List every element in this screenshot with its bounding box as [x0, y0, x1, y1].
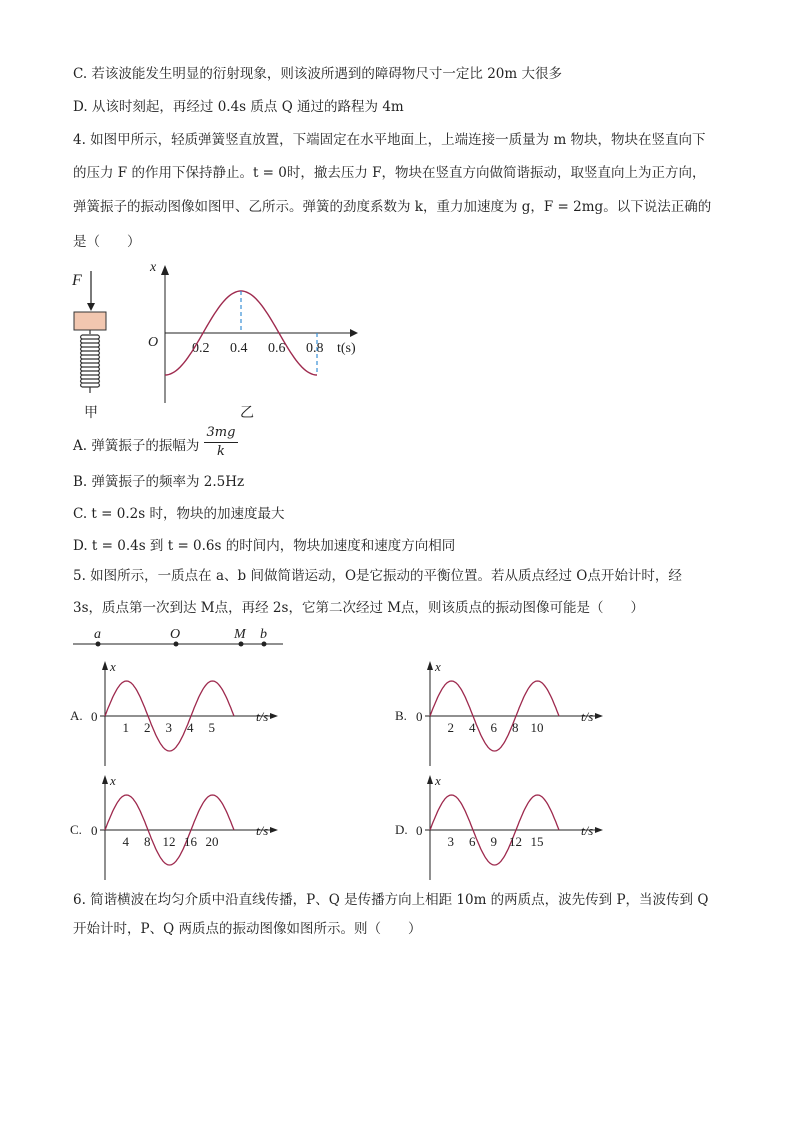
x-axis-arrow: [595, 827, 603, 833]
option-letter: C.: [70, 822, 82, 837]
tick-label: 0.2: [192, 341, 210, 356]
option-letter: A.: [70, 708, 83, 723]
graph-option-a: [70, 658, 310, 768]
q6-stem-line1: 6. 简谐横波在均匀介质中沿直线传播，P、Q 是传播方向上相距 10m 的两质点，波先传到 P，当波传到 Q: [73, 892, 709, 908]
tick-label: 2: [144, 720, 151, 735]
origin-label: 0: [91, 709, 98, 724]
q4-option-b: B. 弹簧振子的频率为 2.5Hz: [73, 474, 245, 490]
q6-stem-line2: 开始计时，P、Q 两质点的振动图像如图所示。则（ ）: [73, 921, 422, 937]
q4-stem-line2: 的压力 F 的作用下保持静止。t = 0时，撤去压力 F，物块在竖直方向做简谐振动，取竖直向上为正方向，: [73, 165, 706, 181]
q4-option-a: [73, 436, 199, 456]
graph-option-c: [70, 772, 310, 882]
tick-label: 4: [187, 720, 194, 735]
y-axis-arrow: [102, 661, 108, 670]
tick-label: 4: [469, 720, 476, 735]
figure-jia-label: 甲: [84, 406, 98, 421]
tick-label: 4: [122, 834, 129, 849]
graph-option-d: [395, 772, 635, 882]
q3-option-d: D. 从该时刻起，再经过 0.4s 质点 Q 通过的路程为 4m: [73, 99, 404, 115]
force-arrowhead: [87, 303, 95, 311]
tick-label: 5: [208, 720, 215, 735]
figure-yi: [140, 255, 370, 425]
point-o-dot: [174, 642, 179, 647]
q4-stem-line1: 4. 如图甲所示，轻质弹簧竖直放置，下端固定在水平地面上，上端连接一质量为 m 物块，物块在竖直向下: [73, 132, 706, 148]
tick-label: 6: [469, 834, 476, 849]
origin-label: O: [148, 335, 159, 350]
axis-t-label: t/s: [581, 709, 594, 724]
q5-stem-line1: 5. 如图所示，一质点在 a、b 间做简谐运动，O是它振动的平衡位置。若从质点经过 O点开始计时，经: [73, 568, 682, 584]
q5-stem-line2: 3s，质点第一次到达 M点，再经 2s，它第二次经过 M点，则该质点的振动图像可能是（ ）: [73, 600, 645, 616]
y-axis-arrow: [427, 775, 433, 784]
point-m-dot: [239, 642, 244, 647]
axis-t-label: t/s: [581, 823, 594, 838]
x-axis-arrow: [270, 713, 278, 719]
x-axis-arrow: [595, 713, 603, 719]
tick-label: 2: [447, 720, 454, 735]
axis-t-label: t/s: [256, 823, 269, 838]
origin-label: 0: [91, 823, 98, 838]
axis-x-label: x: [110, 659, 116, 674]
y-axis-arrow: [161, 265, 169, 275]
x-axis-arrow: [350, 329, 358, 337]
tick-label: 3: [447, 834, 454, 849]
tick-label: 8: [512, 720, 519, 735]
tick-label: 8: [144, 834, 151, 849]
point-b-dot: [262, 642, 267, 647]
x-axis-arrow: [270, 827, 278, 833]
tick-label: 3: [165, 720, 172, 735]
point-m-label: M: [234, 627, 246, 642]
tick-label: 9: [490, 834, 497, 849]
axis-t-label: t/s: [256, 709, 269, 724]
q4-stem-line4: 是（ ）: [73, 234, 141, 250]
option-letter: D.: [395, 822, 408, 837]
tick-label: 10: [530, 720, 544, 735]
figure-yi-label: 乙: [240, 406, 254, 421]
t-axis-label: t(s): [337, 341, 356, 356]
y-axis-arrow: [427, 661, 433, 670]
origin-label: 0: [416, 709, 423, 724]
point-o-label: O: [170, 627, 181, 642]
tick-label: 1: [122, 720, 129, 735]
point-b-label: b: [260, 627, 267, 642]
graph-option-b: [395, 658, 635, 768]
tick-label: 20: [205, 834, 219, 849]
spring-coil: [81, 330, 100, 393]
motion-line-figure: [73, 624, 288, 654]
q4-stem-line3: 弹簧振子的振动图像如图甲、乙所示。弹簧的劲度系数为 k，重力加速度为 g，F = 2mg。以下说法正确的: [73, 199, 712, 215]
tick-label: 0.4: [230, 341, 248, 356]
tick-label: 0.6: [268, 341, 286, 356]
axis-x-label: x: [435, 773, 441, 788]
tick-label: 15: [530, 834, 544, 849]
amplitude-fraction: [204, 424, 238, 461]
fraction-denominator: k: [217, 444, 225, 459]
tick-label: 6: [490, 720, 497, 735]
q4-option-a-text: A. 弹簧振子的振幅为: [73, 438, 200, 454]
q4-option-c: C. t = 0.2s 时，物块的加速度最大: [73, 506, 285, 522]
q4-option-d: D. t = 0.4s 到 t = 0.6s 的时间内，物块加速度和速度方向相同: [73, 538, 456, 554]
origin-label: 0: [416, 823, 423, 838]
tick-label: 0.8: [306, 341, 324, 356]
y-axis-arrow: [102, 775, 108, 784]
q3-option-c: C. 若该波能发生明显的衍射现象，则该波所遇到的障碍物尺寸一定比 20m 大很多: [73, 66, 562, 82]
axis-x-label: x: [435, 659, 441, 674]
option-letter: B.: [395, 708, 407, 723]
force-label: F: [72, 272, 82, 289]
point-a-label: a: [94, 627, 101, 642]
fraction-numerator: 3mg: [204, 424, 238, 443]
tick-label: 16: [184, 834, 197, 849]
y-axis-label: x: [150, 260, 157, 275]
tick-label: 12: [509, 834, 522, 849]
figure-jia: [60, 265, 120, 425]
tick-label: 12: [162, 834, 176, 849]
block: [74, 312, 106, 330]
point-a-dot: [96, 642, 101, 647]
axis-x-label: x: [110, 773, 116, 788]
